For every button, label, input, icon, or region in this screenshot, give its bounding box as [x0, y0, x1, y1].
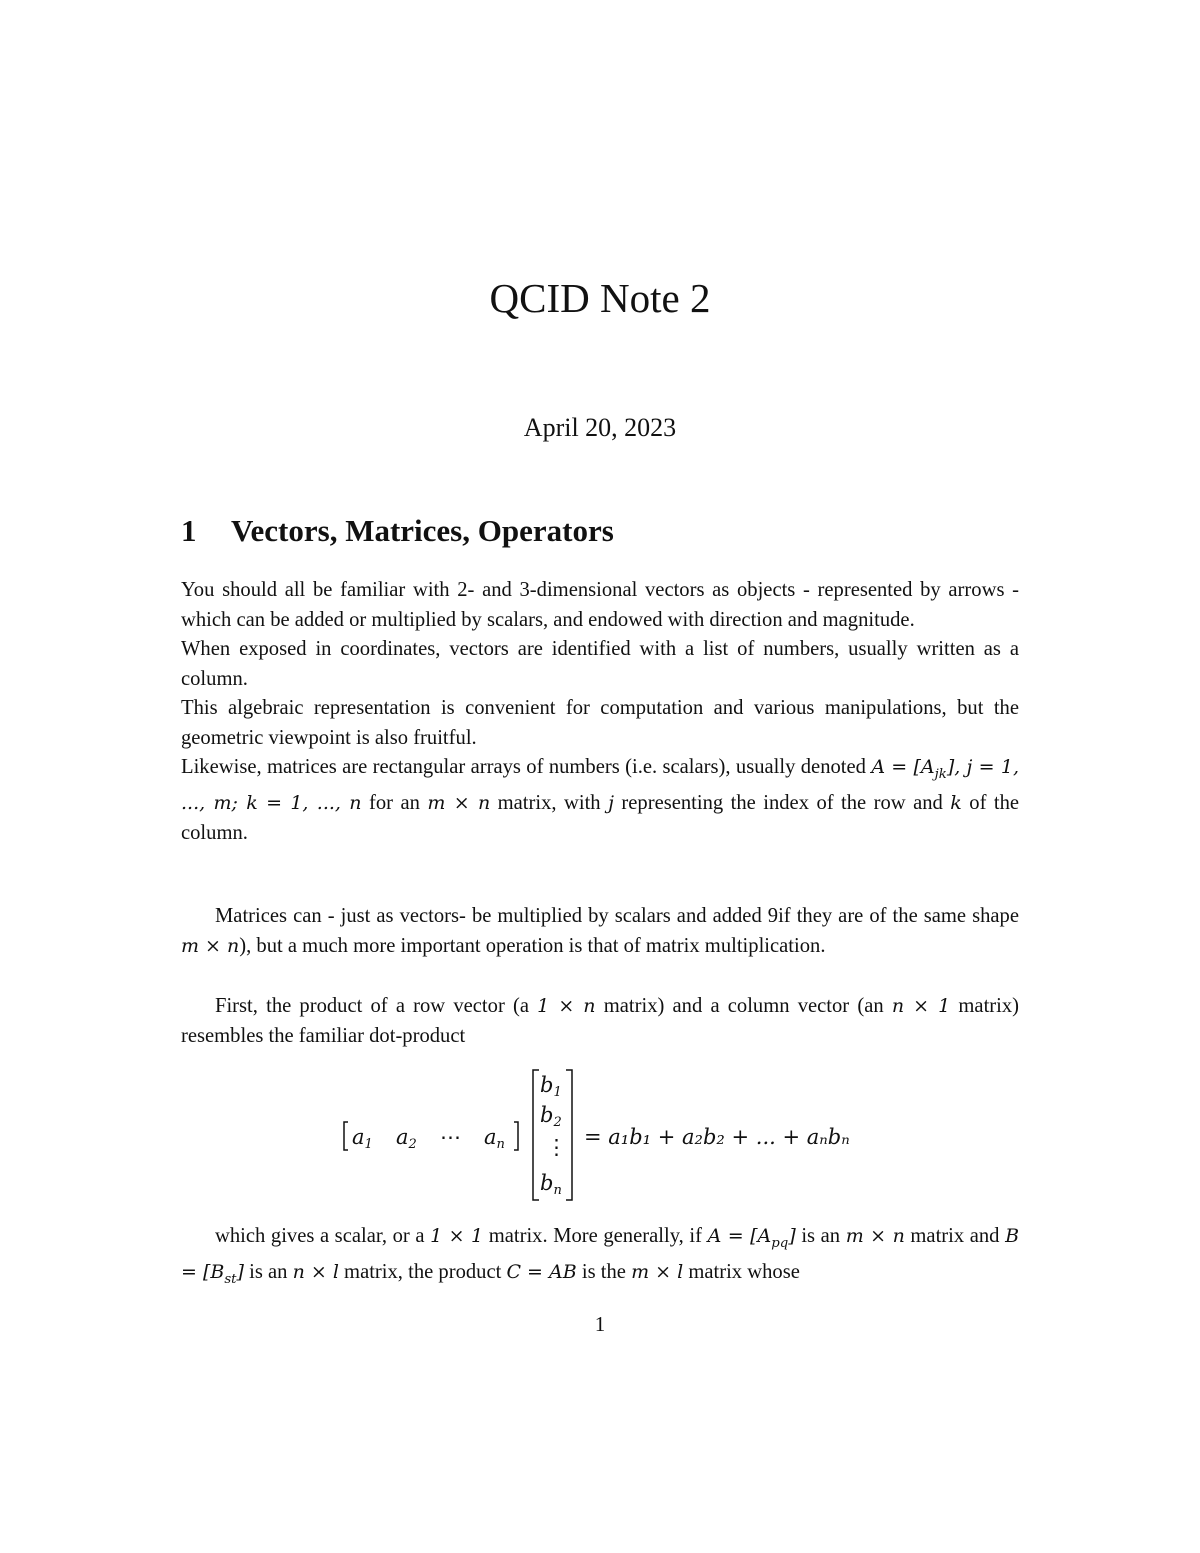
svg-text:b2: b2: [540, 1103, 562, 1130]
svg-text:= a₁b₁ + a₂b₂ + ... + aₙbₙ: = a₁b₁ + a₂b₂ + ... + aₙbₙ: [584, 1125, 850, 1149]
svg-text:⋮: ⋮: [546, 1135, 567, 1159]
sentence-vectors: You should all be familiar with 2- and 3-dimensional vectors as objects - represented by arrows - which can be added or multiplied by scalars, and endowed with direction and magnitude.: [181, 579, 1019, 631]
sentence-matrices: Likewise, matrices are rectangular arrays of numbers (i.e. scalars), usually denoted $A = [A_{jk}]$, j = 1, ..., m; k = 1, ..., n for an m × n matrix, with j representing the index of the row and k of the column.: [181, 756, 1020, 844]
dot-product-equation: [330, 1066, 890, 1202]
svg-text:a2: a2: [396, 1125, 417, 1152]
paragraph-dot-product: First, the product of a row vector (a 1 × n matrix) and a column vector (an n × 1 matrix) resembles the familiar dot-product: [181, 995, 1020, 1047]
section-title: Vectors, Matrices, Operators: [231, 513, 614, 548]
document-date: April 20, 2023: [523, 413, 677, 442]
svg-text:b1: b1: [540, 1073, 562, 1100]
svg-text:bn: bn: [540, 1171, 562, 1198]
section-heading: [181, 512, 614, 550]
svg-text:⋯: ⋯: [440, 1125, 461, 1149]
paragraph-general-product: which gives a scalar, or a 1 × 1 matrix. More generally, if $A = [A_{pq}]$ is an m × n matrix and $B = [B_{st}]$ is an n × l matrix, the product C = AB is the m × l matrix whose: [181, 1225, 1020, 1288]
sentence-algebraic: This algebraic representation is convenient for computation and various manipulations, but the geometric viewpoint is also fruitful.: [181, 697, 1019, 749]
sentence-coordinates: When exposed in coordinates, vectors are identified with a list of numbers, usually written as a column.: [181, 638, 1019, 690]
paragraph-matrix-ops: Matrices can - just as vectors- be multiplied by scalars and added 9if they are of the same shape m × n), but a much more important operation is that of matrix multiplication.: [181, 905, 1019, 957]
page-number: 1: [594, 1312, 606, 1336]
svg-text:a1: a1: [352, 1125, 373, 1152]
paragraph-intro: [181, 576, 1019, 848]
document-title: QCID Note 2: [489, 275, 711, 321]
section-number: 1: [181, 513, 197, 548]
svg-text:an: an: [484, 1125, 505, 1152]
